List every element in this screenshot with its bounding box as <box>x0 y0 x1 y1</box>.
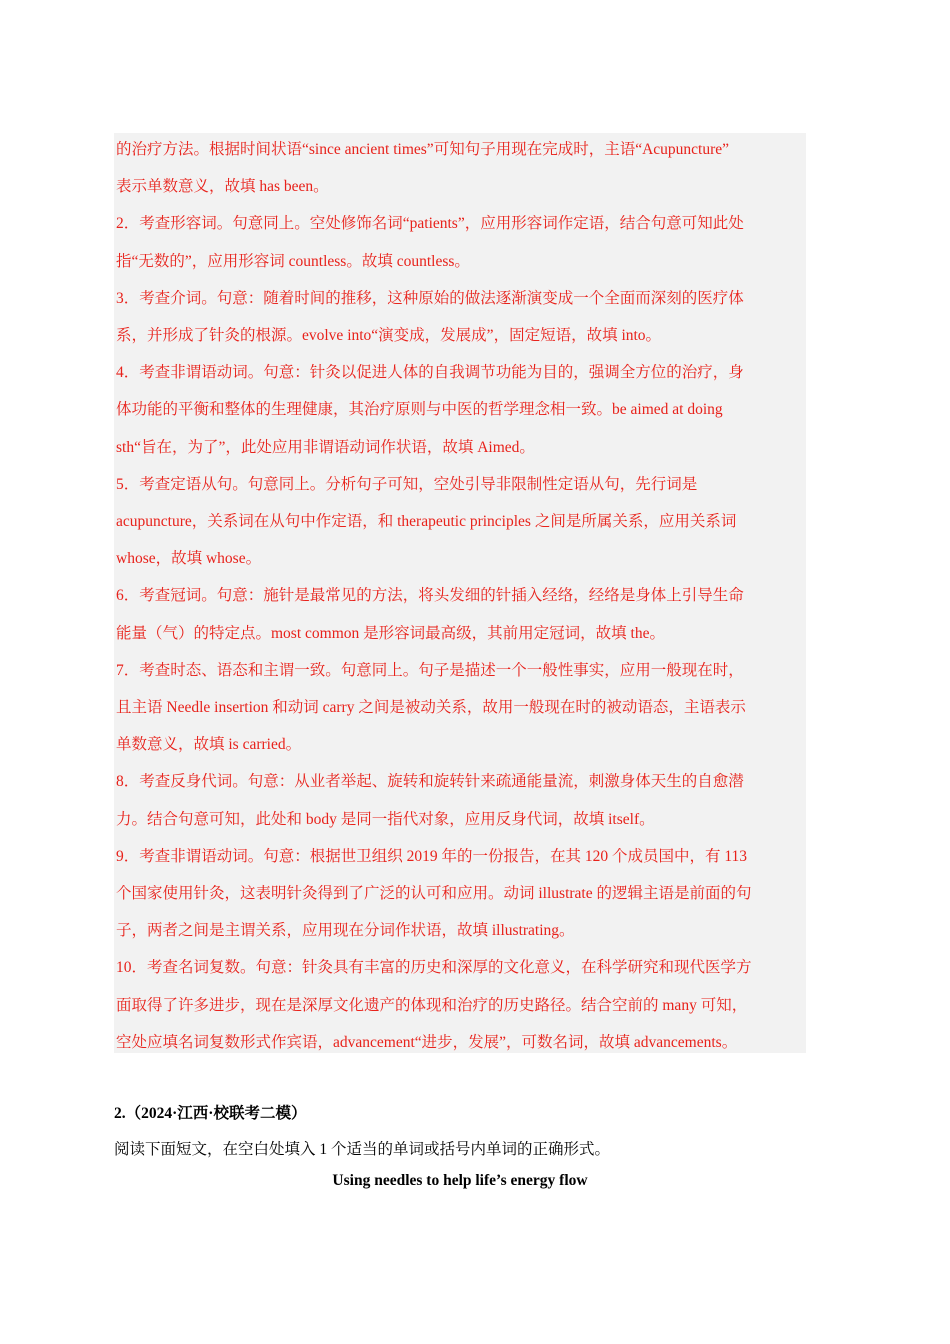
answer-line: 指“无数的”，应用形容词 countless。故填 countless。 <box>116 252 470 270</box>
answer-line: 系，并形成了针灸的根源。evolve into“演变成，发展成”，固定短语，故填 into。 <box>116 327 662 344</box>
answer-line: 能量（气）的特定点。most common 是形容词最高级，其前用定冠词，故填 the。 <box>116 624 665 642</box>
answer-line: 7．考查时态、语态和主谓一致。句意同上。句子是描述一个一般性事实，应用一般现在时， <box>116 661 744 679</box>
answer-line: 2．考查形容词。句意同上。空处修饰名词“patients”，应用形容词作定语，结合句意可知此处 <box>116 215 744 233</box>
answer-line: 的治疗方法。根据时间状语“since ancient times”可知句子用现在完成时，主语“Acupuncture” <box>116 141 730 158</box>
answer-line: 3．考查介词。句意：随着时间的推移，这种原始的做法逐渐演变成一个全面而深刻的医疗体 <box>116 289 744 307</box>
answer-line: 个国家使用针灸，这表明针灸得到了广泛的认可和应用。动词 illustrate 的逻辑主语是前面的句 <box>116 885 752 902</box>
answer-line: 体功能的平衡和整体的生理健康，其治疗原则与中医的哲学理念相一致。be aimed at doing <box>116 401 723 419</box>
question-heading: 2.（2024·江西·校联考二模） <box>114 1105 307 1122</box>
answer-line: 9．考查非谓语动词。句意：根据世卫组织 2019 年的一份报告，在其 120 个成员国中，有 113 <box>116 847 748 865</box>
question-instruction: 阅读下面短文，在空白处填入 1 个适当的单词或括号内单词的正确形式。 <box>114 1141 611 1158</box>
answer-line: 5．考查定语从句。句意同上。分析句子可知，空处引导非限制性定语从句，先行词是 <box>116 475 698 493</box>
answer-line: 单数意义，故填 is carried。 <box>116 736 302 754</box>
answer-line: 面取得了许多进步，现在是深厚文化遗产的体现和治疗的历史路径。结合空前的 many 可知， <box>116 996 748 1014</box>
answer-line: 子，两者之间是主谓关系，应用现在分词作状语，故填 illustrating。 <box>116 922 575 940</box>
answer-line: 8．考查反身代词。句意：从业者举起、旋转和旋转针来疏通能量流，刺激身体天生的自愈潜 <box>116 773 744 791</box>
answer-line: whose，故填 whose。 <box>116 550 262 568</box>
answer-line: 10．考查名词复数。句意：针灸具有丰富的历史和深厚的文化意义，在科学研究和现代医学方 <box>116 959 752 977</box>
answer-explanation-block <box>114 133 806 1053</box>
answer-line: sth“旨在，为了”，此处应用非谓语动词作状语，故填 Aimed。 <box>116 438 535 456</box>
answer-line: 空处应填名词复数形式作宾语，advancement“进步，发展”，可数名词，故填 advancements。 <box>116 1033 738 1051</box>
answer-line: 力。结合句意可知，此处和 body 是同一指代对象，应用反身代词，故填 itself。 <box>116 810 655 828</box>
answer-line: 表示单数意义，故填 has been。 <box>116 178 329 196</box>
passage-title: Using needles to help life’s energy flow <box>332 1172 588 1189</box>
answer-line: 4．考查非谓语动词。句意：针灸以促进人体的自我调节功能为目的，强调全方位的治疗，身 <box>116 364 744 382</box>
answer-line: 且主语 Needle insertion 和动词 carry 之间是被动关系，故用一般现在时的被动语态，主语表示 <box>116 699 746 716</box>
answer-line: acupuncture，关系词在从句中作定语，和 therapeutic principles 之间是所属关系，应用关系词 <box>116 513 737 530</box>
answer-line: 6．考查冠词。句意：施针是最常见的方法，将头发细的针插入经络，经络是身体上引导生命 <box>116 587 744 605</box>
